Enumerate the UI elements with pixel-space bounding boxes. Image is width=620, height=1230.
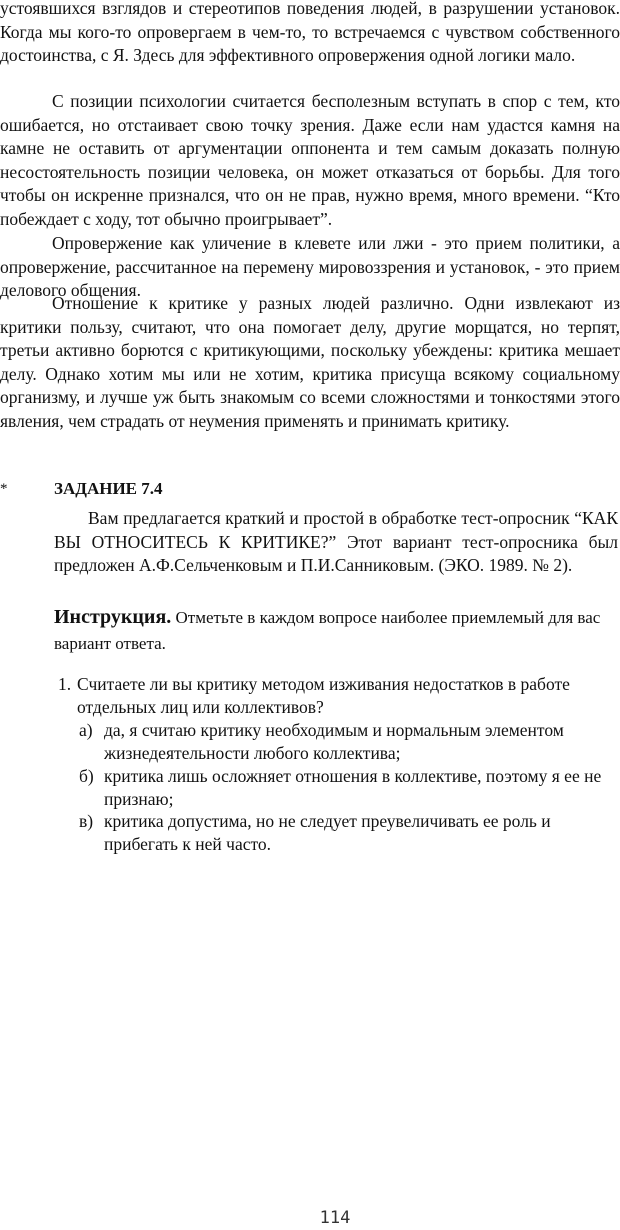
question-text: Считаете ли вы критику методом изживания недостатков в работе отдельных лиц или коллективов? (77, 674, 570, 717)
option-c-letter: в) (79, 811, 94, 831)
task-title: ЗАДАНИЕ 7.4 (54, 479, 163, 498)
option-b-text: критика лишь осложняет отношения в коллективе, поэтому я ее не признаю; (104, 766, 602, 809)
option-c-text: критика допустима, но не следует преувеличивать ее роль и прибегать к ней часто. (104, 811, 551, 854)
option-a-text: да, я считаю критику необходимым и нормальным элементом жизнедеятельности любого коллектива; (104, 720, 564, 763)
option-b-letter: б) (79, 766, 94, 786)
paragraph-criticism: Отношение к критике у разных людей различно. Одни извлекают из критики пользу, считают, что она помогает делу, другие морщатся, но терпят, третьи активно борются с критикующими, поскольку убеждены: критика мешает делу. Однако хотим мы или не хотим, критика присуща всякому социальному организму, и лучше уж быть знакомым со всеми сложностями и тонкостями этого явления, чем страдать от неумения применять и принимать критику. (0, 293, 620, 431)
page-number: 114 (319, 1208, 351, 1228)
paragraph-psychology: С позиции психологии считается бесполезным вступать в спор с тем, кто ошибается, но отстаивает свою точку зрения. Даже если нам удастся камня на камне не оставить от аргументации оппонента и тем самым доказать полную несостоятельность позиции человека, он может отказаться от борьбы. Для того чтобы он искренне признался, что он не прав, нужно время, много времени. “Кто побеждает с ходу, тот обычно проигрывает”. (0, 91, 620, 229)
instruction-label: Инструкция. (54, 606, 172, 628)
instruction (54, 604, 620, 657)
task-intro: Вам предлагается краткий и простой в обработке тест-опросник “КАК ВЫ ОТНОСИТЕСЬ К КРИТИКЕ?” Этот вариант тест-опросника был предложен А.Ф.Сельченковым и П.И.Санниковым. (ЭКО. 1989. № 2). (54, 508, 618, 575)
paragraph-refutation: Опровержение как уличение в клевете или лжи - это прием политики, а опровержение, рассчитанное на перемену мировоззрения и установок, - это прием делового общения. (0, 233, 620, 300)
instruction-text: Отметьте в каждом вопросе наиболее приемлемый для вас вариант ответа. (54, 608, 601, 653)
question-number: 1. (58, 674, 72, 694)
task-marker: * (0, 481, 8, 497)
paragraph-continuation: устоявшихся взглядов и стереотипов поведения людей, в разрушении установок. Когда мы кого-то опровергаем в чем-то, то встречаемся с чувством собственного достоинства, с Я. Здесь для эффективного опровержения одной логики мало. (0, 0, 620, 65)
option-a-letter: а) (79, 720, 93, 740)
